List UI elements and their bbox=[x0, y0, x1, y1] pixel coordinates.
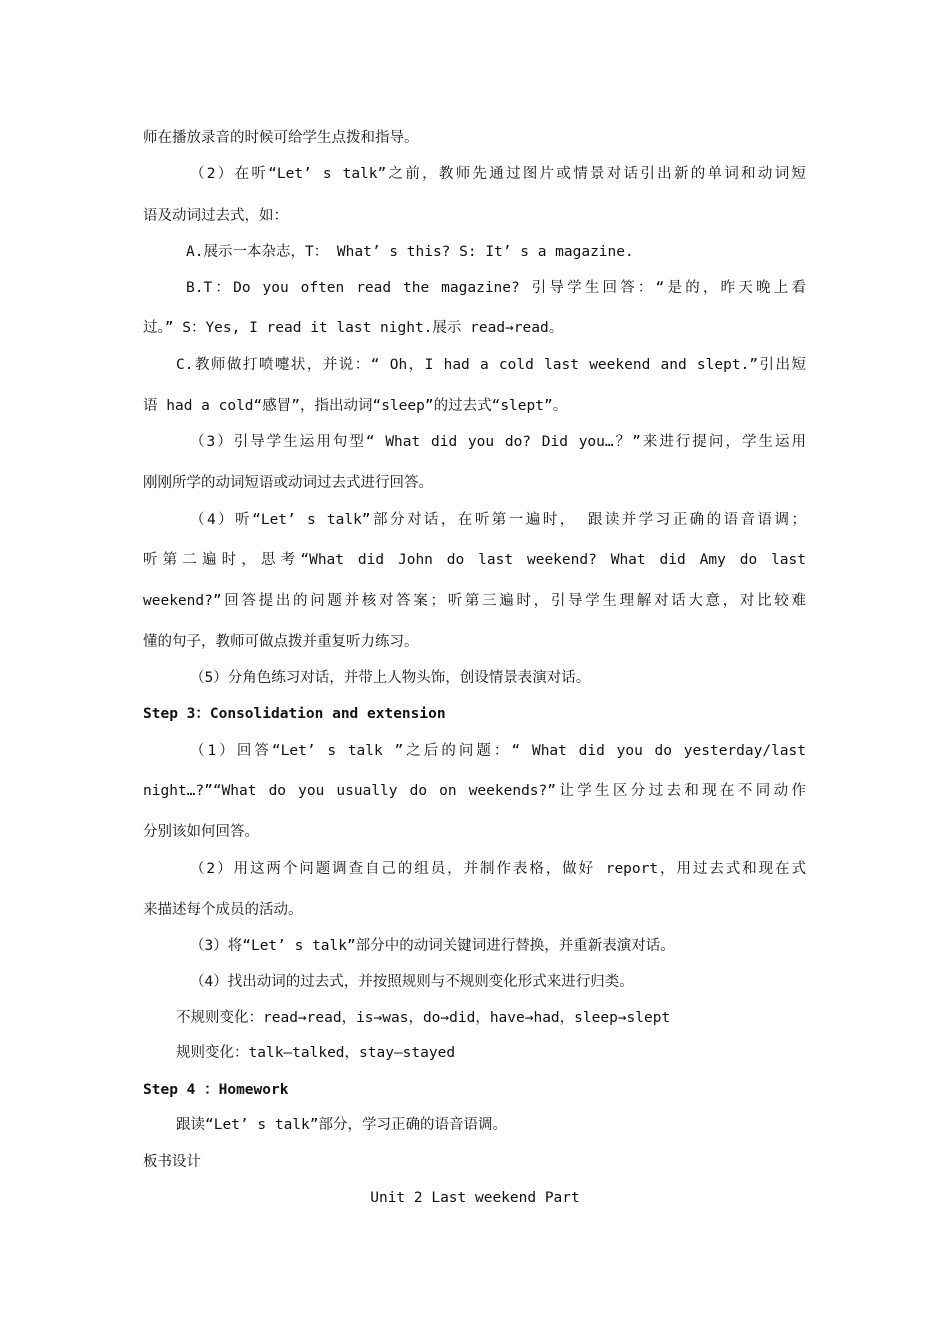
paragraph-line: （2）在听“Let’ s talk”之前，教师先通过图片或情景对话引出新的单词和动词短 bbox=[190, 166, 806, 182]
paragraph-line: 分别该如何回答。 bbox=[143, 824, 259, 840]
paragraph-line: C.教师做打喷嚏状，并说：“ Oh，I had a cold last weekend and slept.”引出短 bbox=[176, 357, 806, 373]
paragraph-line: （3）将“Let’ s talk”部分中的动词关键词进行替换，并重新表演对话。 bbox=[190, 938, 675, 954]
paragraph-line: （2）用这两个问题调查自己的组员，并制作表格，做好 report，用过去式和现在式 bbox=[190, 861, 806, 877]
paragraph-line: （1）回答“Let’ s talk ”之后的问题：“ What did you do yesterday/last bbox=[190, 743, 806, 759]
paragraph-line: night…?”“What do you usually do on weekends?”让学生区分过去和现在不同动作 bbox=[143, 783, 806, 799]
paragraph-line: A.展示一本杂志，T： What’ s this? S: It’ s a magazine. bbox=[186, 244, 634, 260]
paragraph-line: 懂的句子，教师可做点拨并重复听力练习。 bbox=[143, 634, 419, 650]
paragraph-line: 刚刚所学的动词短语或动词过去式进行回答。 bbox=[143, 475, 433, 491]
paragraph-line: 过。” S：Yes, I read it last night.展示 read→read。 bbox=[143, 320, 564, 336]
paragraph-line: （4）找出动词的过去式，并按照规则与不规则变化形式来进行归类。 bbox=[190, 974, 634, 990]
paragraph-line: 语 had a cold“感冒”，指出动词“sleep”的过去式“slept”。 bbox=[143, 398, 568, 414]
section-heading: Step 3：Consolidation and extension bbox=[143, 706, 446, 722]
paragraph-line: B.T：Do you often read the magazine? 引导学生回答：“是的，昨天晚上看 bbox=[186, 280, 806, 296]
board-design-title: Unit 2 Last weekend Part bbox=[370, 1190, 580, 1206]
paragraph-line: 不规则变化：read→read，is→was，do→did，have→had，sleep→slept bbox=[176, 1010, 671, 1026]
paragraph-line: （4）听“Let’ s talk”部分对话，在听第一遍时， 跟读并学习正确的语音语调； bbox=[190, 512, 806, 528]
paragraph-line: 师在播放录音的时候可给学生点拨和指导。 bbox=[143, 130, 419, 146]
paragraph-line: （3）引导学生运用句型“ What did you do? Did you…？”来进行提问，学生运用 bbox=[190, 434, 806, 450]
paragraph-line: 跟读“Let’ s talk”部分，学习正确的语音语调。 bbox=[176, 1117, 507, 1133]
paragraph-line: 规则变化：talk—talked，stay—stayed bbox=[176, 1045, 456, 1061]
section-heading: Step 4 ：Homework bbox=[143, 1082, 289, 1098]
paragraph-line: （5）分角色练习对话，并带上人物头饰，创设情景表演对话。 bbox=[190, 670, 591, 686]
paragraph-line: weekend?”回答提出的问题并核对答案；听第三遍时，引导学生理解对话大意，对比较难 bbox=[143, 593, 806, 609]
paragraph-line: 来描述每个成员的活动。 bbox=[143, 902, 303, 918]
board-design-heading: 板书设计 bbox=[143, 1154, 201, 1170]
paragraph-line: 听第二遍时，思考“What did John do last weekend? What did Amy do last bbox=[143, 552, 806, 568]
paragraph-line: 语及动词过去式，如： bbox=[143, 208, 288, 224]
